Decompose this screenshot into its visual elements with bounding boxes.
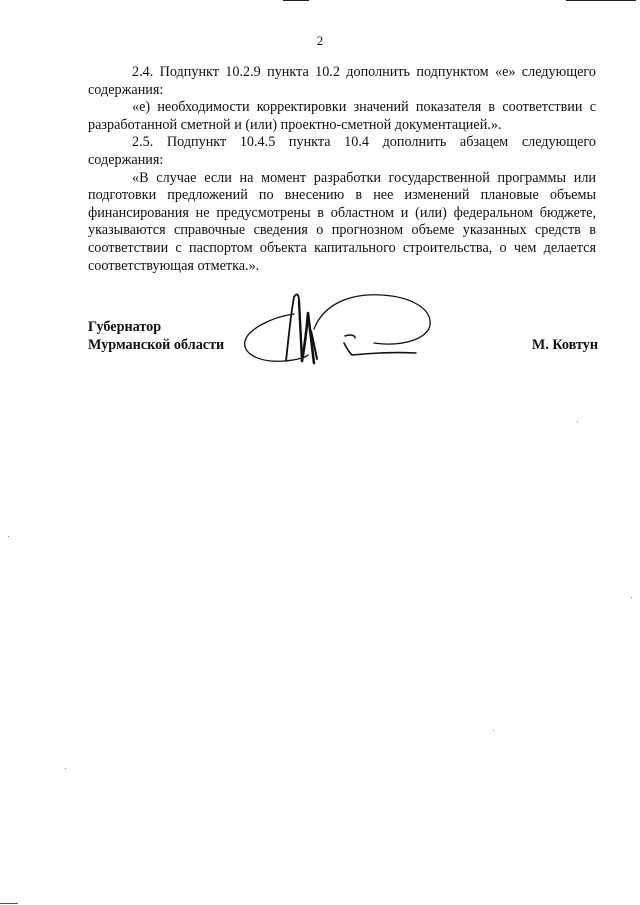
handwritten-signature: [242, 289, 437, 381]
document-body: [88, 64, 596, 275]
scan-speck: [8, 536, 9, 537]
signatory-name: М. Ковтун: [531, 336, 598, 353]
scan-artifact-line: [566, 0, 636, 1]
paragraph-2-4-content: «е) необходимости корректировки значений показателя в соответствии с разработанной сметной и (или) проектно-сметной документацией.».: [88, 99, 596, 133]
signatory-title-line2: Мурманской области: [88, 336, 225, 353]
scan-speck: [631, 597, 632, 598]
paragraph-2-4-heading: 2.4. Подпункт 10.2.9 пункта 10.2 дополнить подпунктом «е» следующего содержания:: [88, 64, 596, 98]
paragraph-2-5-content: «В случае если на момент разработки государственной программы или подготовки предложений по внесению в нее изменений плановые объемы финансирования не предусмотрены в областном и (или) федеральном бюджете, указываются справочные сведения о прогнозном объеме указанных средств в соответствии с паспортом объекта капитального строительства, о чем делается соответствующая отметка.».: [88, 169, 596, 274]
scan-speck: [65, 768, 66, 769]
signature-block: [88, 319, 598, 399]
signatory-title-line1: Губернатор: [88, 319, 162, 335]
page-number: 2: [316, 33, 324, 48]
scan-speck: [493, 730, 494, 731]
scan-speck: [577, 421, 578, 422]
scan-artifact-line: [283, 0, 309, 1]
signatory-title: [88, 319, 224, 354]
scan-artifact-line: [0, 903, 18, 904]
paragraph-2-5-heading: 2.5. Подпункт 10.4.5 пункта 10.4 дополнить абзацем следующего содержания:: [88, 134, 596, 168]
